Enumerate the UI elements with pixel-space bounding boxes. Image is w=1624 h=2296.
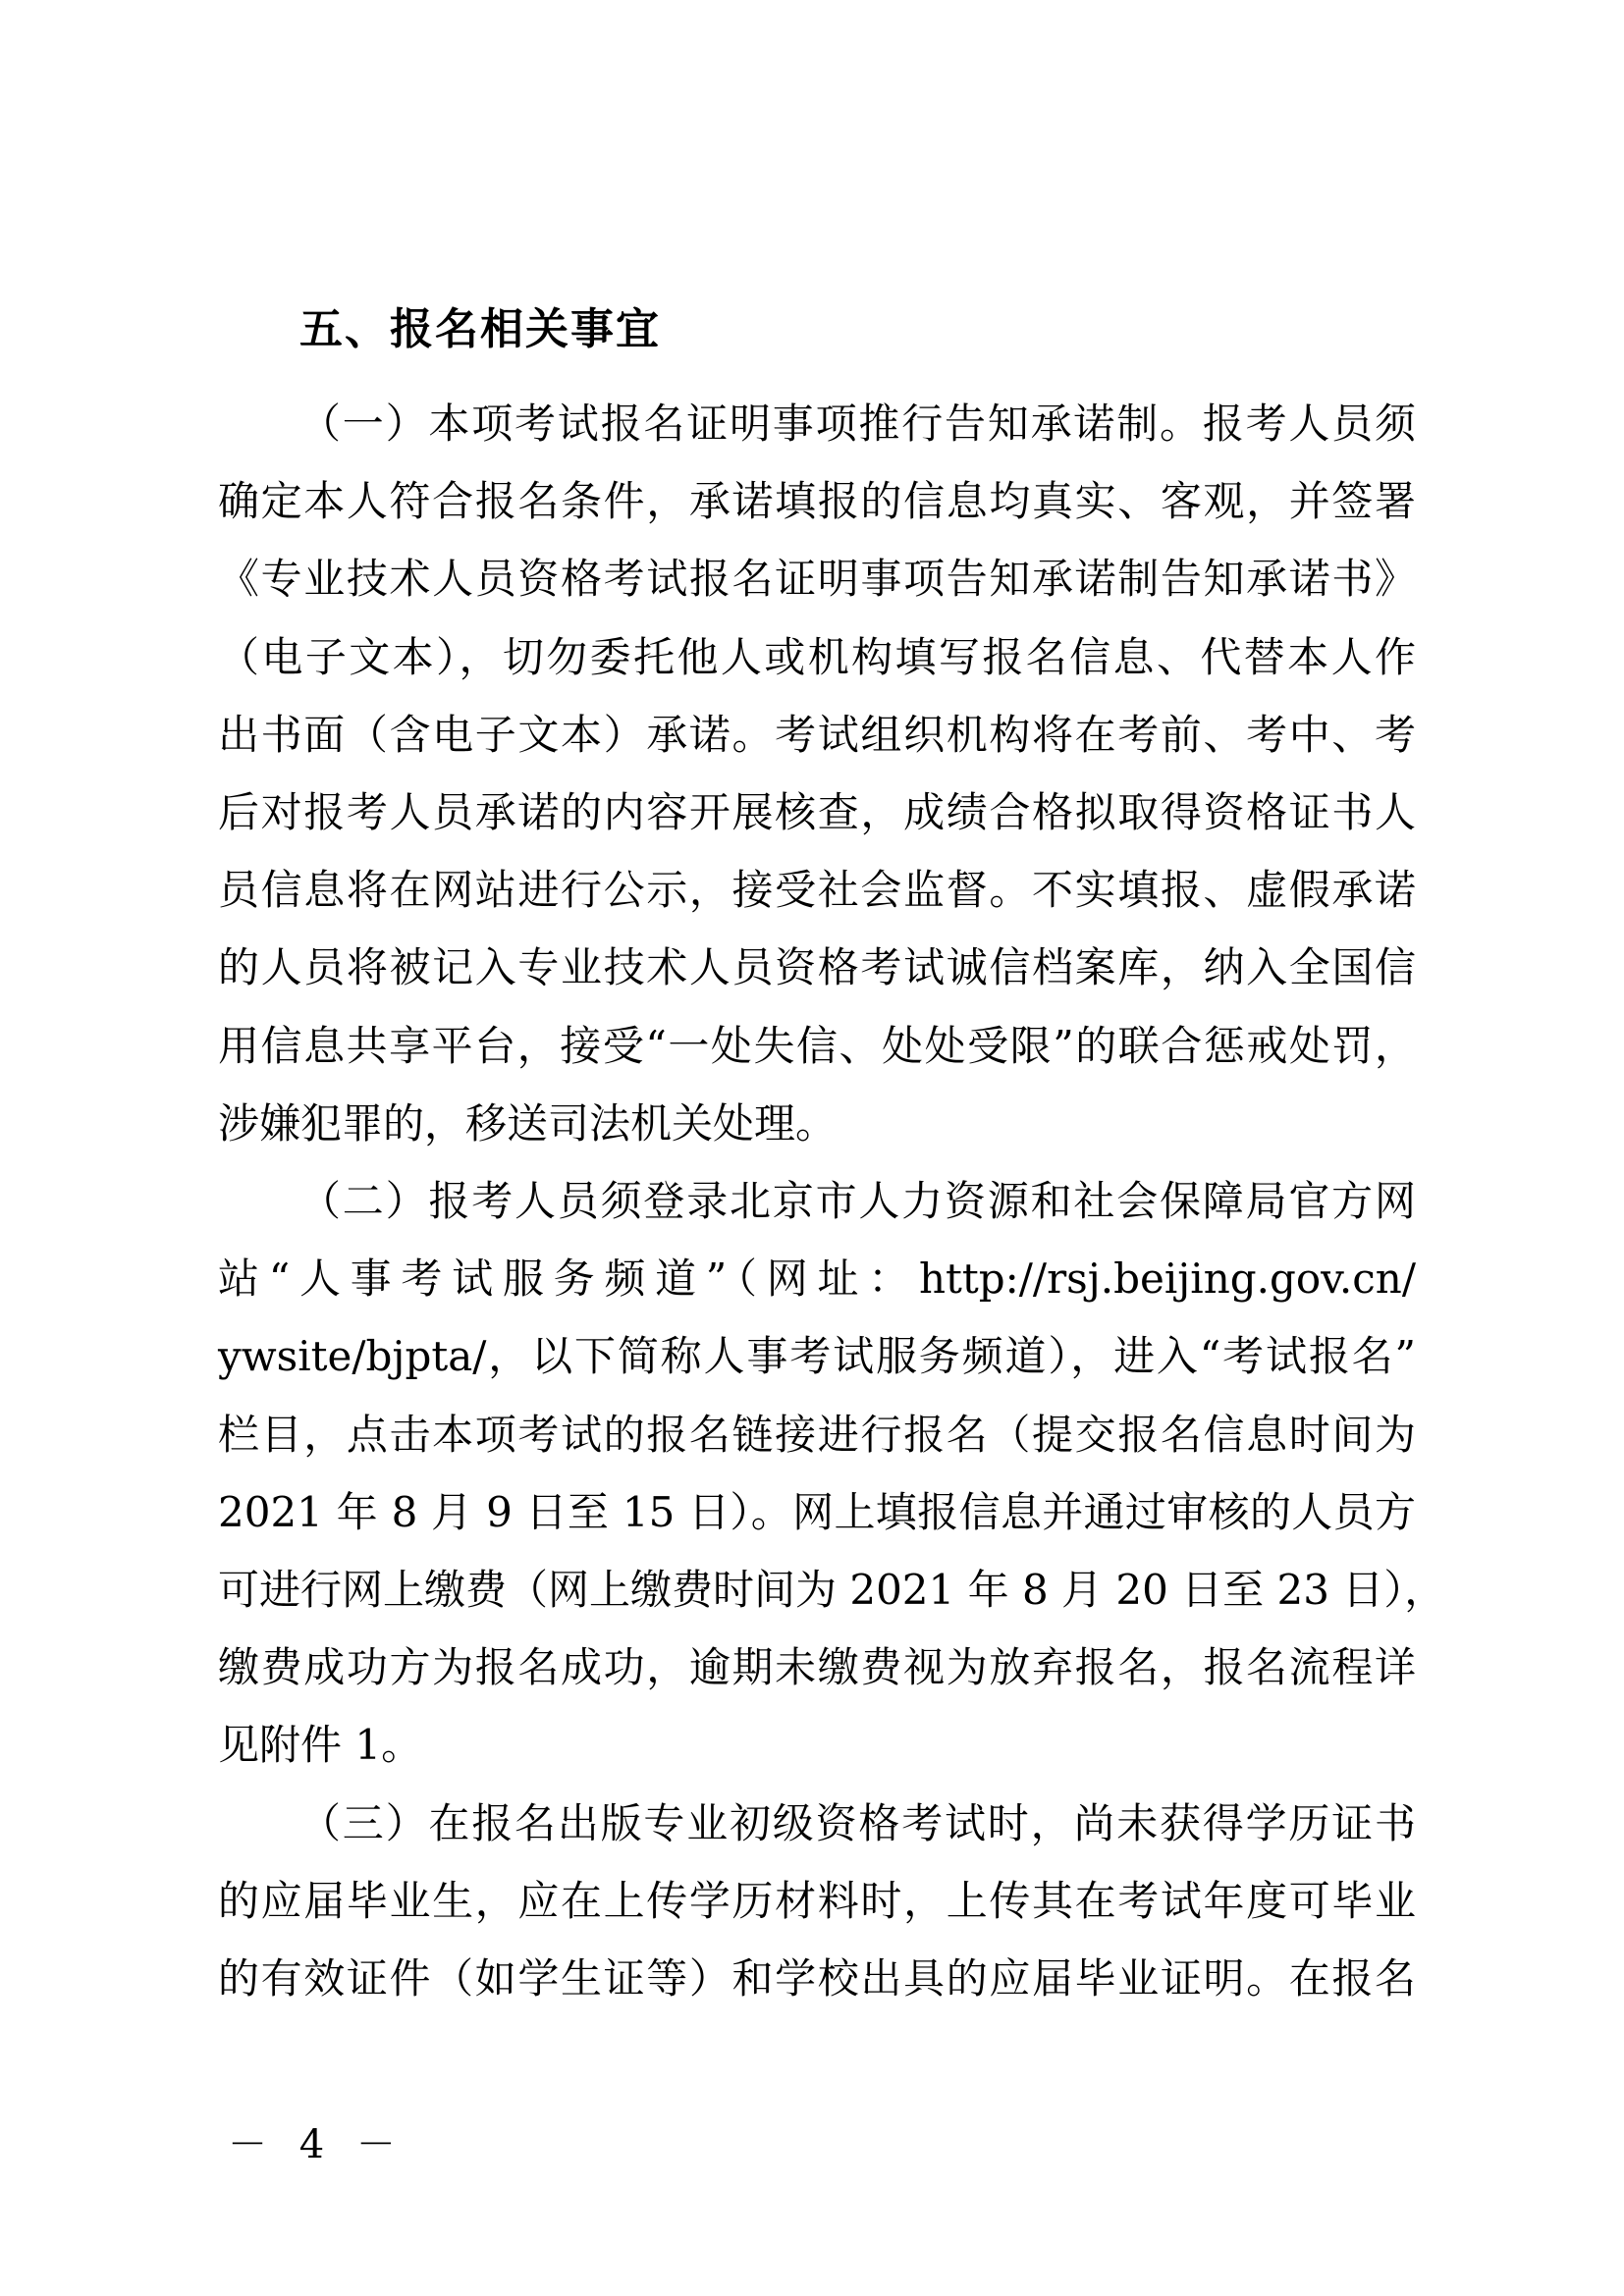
- text-line: 见附件 1。: [218, 1721, 423, 1769]
- section-heading: 五、报名相关事宜: [299, 304, 661, 354]
- page-number: － 4 －: [228, 2122, 406, 2167]
- text-line: 2021 年 8 月 9 日至 15 日）。网上填报信息并通过审核的人员方: [218, 1488, 1416, 1536]
- text-line: 涉嫌犯罪的，移送司法机关处理。: [218, 1099, 838, 1148]
- text-line: 后对报考人员承诺的内容开展核查，成绩合格拟取得资格证书人: [218, 788, 1416, 836]
- text-line: 的人员将被记入专业技术人员资格考试诚信档案库，纳入全国信: [218, 943, 1416, 991]
- text-line: 可进行网上缴费（网上缴费时间为 2021 年 8 月 20 日至 23 日），: [218, 1566, 1446, 1614]
- text-line: 出书面（含电子文本）承诺。考试组织机构将在考前、考中、考: [218, 711, 1416, 759]
- text-line: 用信息共享平台，接受“一处失信、处处受限”的联合惩戒处罚，: [218, 1022, 1416, 1070]
- text-line: 《专业技术人员资格考试报名证明事项告知承诺制告知承诺书》: [218, 555, 1416, 603]
- text-line: 的应届毕业生，应在上传学历材料时，上传其在考试年度可毕业: [218, 1877, 1416, 1925]
- text-line: 栏目，点击本项考试的报名链接进行报名（提交报名信息时间为: [218, 1411, 1416, 1459]
- text-line: 确定本人符合报名条件，承诺填报的信息均真实、客观，并签署: [218, 477, 1416, 525]
- text-line: 站“人事考试服务频道”（网址：http://rsj.beijing.gov.cn/: [218, 1255, 1416, 1303]
- text-line: 的有效证件（如学生证等）和学校出具的应届毕业证明。在报名: [218, 1954, 1416, 2002]
- text-line: （三）在报名出版专业初级资格考试时，尚未获得学历证书: [299, 1799, 1416, 1847]
- text-line: （一）本项考试报名证明事项推行告知承诺制。报考人员须: [299, 400, 1416, 448]
- text-line: （二）报考人员须登录北京市人力资源和社会保障局官方网: [299, 1177, 1416, 1225]
- text-line: （电子文本），切勿委托他人或机构填写报名信息、代替本人作: [218, 633, 1416, 681]
- text-line: 缴费成功方为报名成功，逾期未缴费视为放弃报名，报名流程详: [218, 1643, 1416, 1691]
- text-line: ywsite/bjpta/，以下简称人事考试服务频道），进入“考试报名”: [218, 1332, 1416, 1380]
- text-line: 员信息将在网站进行公示，接受社会监督。不实填报、虚假承诺: [218, 866, 1416, 914]
